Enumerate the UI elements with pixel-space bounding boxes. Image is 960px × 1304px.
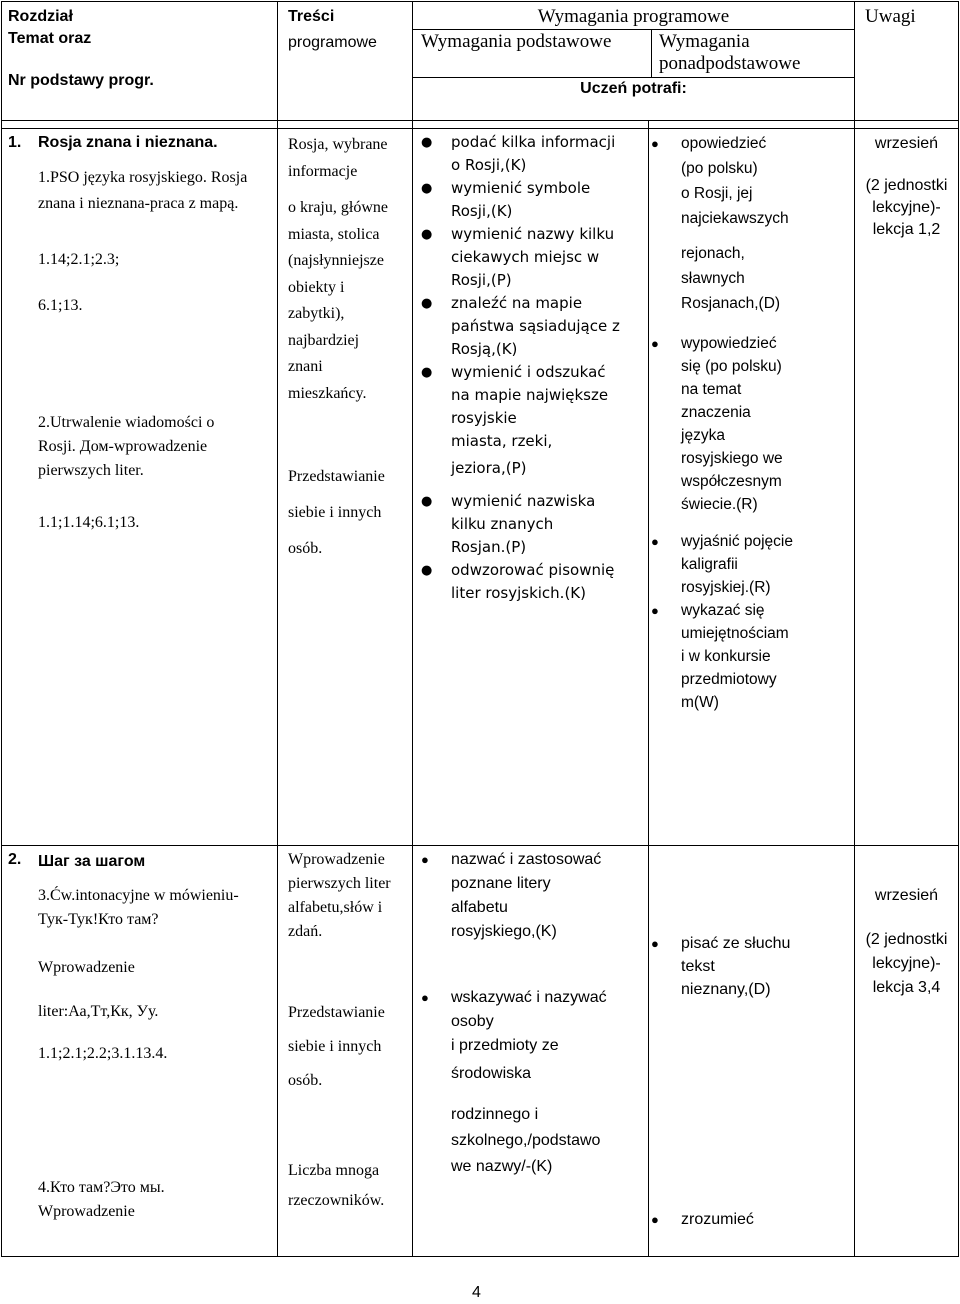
header-row bbox=[2, 2, 959, 121]
list-item-line: o Rosji, jej bbox=[681, 185, 753, 202]
row2-notes-1: wrzesień bbox=[874, 887, 939, 904]
list-item-line: się (po polsku) bbox=[681, 358, 782, 375]
header-col1-line3: Nr podstawy progr. bbox=[8, 72, 154, 89]
row2-basic-c3: we nazwy/-(K) bbox=[451, 1158, 553, 1175]
list-item bbox=[421, 361, 648, 480]
list-item-line: rejonach, bbox=[681, 245, 745, 262]
row2-basic-cell bbox=[413, 846, 649, 1257]
list-item-line: opowiedzieć bbox=[681, 135, 767, 152]
row2-notes-cell bbox=[855, 846, 959, 1257]
row2-advanced-a2: tekst bbox=[681, 958, 715, 975]
list-item bbox=[651, 332, 854, 516]
row2-intro2: Wprowadzenie bbox=[38, 1203, 135, 1220]
list-item-line: i w konkursie bbox=[681, 648, 771, 665]
list-item-line: świecie.(R) bbox=[681, 496, 758, 513]
header-topic-cell bbox=[2, 2, 278, 121]
header-col2-line2: programowe bbox=[288, 34, 377, 51]
row2-letters: liter:Аа,Тт,Кк, Уу. bbox=[38, 1003, 159, 1020]
row1-content-b5: zabytki), bbox=[288, 305, 345, 322]
row2-notes-3: lekcyjne)- bbox=[872, 955, 941, 972]
row2-advanced-a3: nieznany,(D) bbox=[681, 981, 771, 998]
list-item-line: wykazać się bbox=[681, 602, 765, 619]
list-item-line: podać kilka informacji bbox=[451, 133, 616, 151]
bullet-icon: ● bbox=[651, 136, 659, 151]
list-item-line: o Rosji,(K) bbox=[451, 156, 527, 174]
row2-lesson3-line1: 3.Ćw.intonacyjne w mówieniu- bbox=[38, 887, 239, 904]
bullet-icon: ● bbox=[421, 135, 433, 150]
row1-content-b3: (najsłynniejsze bbox=[288, 252, 384, 269]
bullet-icon: ● bbox=[421, 296, 433, 311]
list-item-line: Rosji,(K) bbox=[451, 202, 513, 220]
row1-advanced-list bbox=[651, 131, 854, 714]
bullet-icon: ● bbox=[651, 534, 659, 549]
row2-title: Шаг за шагом bbox=[38, 853, 146, 870]
row1-title: Rosja znana i nieznana. bbox=[38, 134, 218, 151]
row1-advanced-cell bbox=[649, 129, 855, 846]
row2-basic-b4: środowiska bbox=[451, 1065, 532, 1082]
row2-intro: Wprowadzenie bbox=[38, 959, 135, 976]
row1-lesson2-line3: pierwszych liter. bbox=[38, 462, 144, 479]
row2-topic-cell bbox=[2, 846, 278, 1257]
list-item bbox=[421, 490, 648, 559]
row1-content-c3: osób. bbox=[288, 540, 323, 557]
student-can-label: Uczeń potrafi: bbox=[580, 80, 687, 97]
row2-content-c1: Liczba mnoga bbox=[288, 1162, 380, 1179]
row2-basic-a3: alfabetu bbox=[451, 899, 508, 916]
list-item-line: m(W) bbox=[681, 694, 719, 711]
list-item-line: kaligrafii bbox=[681, 556, 738, 573]
row1-content-b6: najbardziej bbox=[288, 331, 360, 349]
row2-content-cell bbox=[278, 846, 413, 1257]
list-item-line: jeziora,(P) bbox=[451, 459, 527, 477]
header-requirements-cell bbox=[413, 2, 855, 121]
row2-basic-b1: wskazywać i nazywać bbox=[451, 989, 607, 1006]
row2-content-a1: Wprowadzenie bbox=[288, 851, 385, 868]
list-item-line: Rosji,(P) bbox=[451, 271, 512, 289]
row1-notes-1: wrzesień bbox=[874, 135, 939, 152]
list-item bbox=[651, 599, 854, 714]
list-item bbox=[651, 530, 854, 599]
list-item-line: wyjaśnić pojęcie bbox=[681, 533, 793, 550]
bullet-icon: ● bbox=[651, 603, 659, 618]
row2-notes-4: lekcja 3,4 bbox=[872, 979, 941, 996]
bullet-icon: ● bbox=[651, 336, 659, 351]
row1-notes-cell bbox=[855, 129, 959, 846]
row2-basic-b3: i przedmioty ze bbox=[451, 1037, 559, 1054]
header-col1-line2: Temat oraz bbox=[8, 30, 92, 47]
table-row bbox=[2, 846, 959, 1257]
bullet-icon: ● bbox=[651, 936, 659, 951]
list-item-line: państwa sąsiadujące z bbox=[451, 317, 620, 335]
row2-advanced-cell bbox=[649, 846, 855, 1257]
bullet-icon: ● bbox=[421, 852, 429, 867]
header-col2-line1: Treści bbox=[288, 8, 335, 25]
list-item bbox=[421, 292, 648, 361]
list-item-line: wymienić i odszukać bbox=[451, 363, 606, 381]
table-row bbox=[2, 129, 959, 846]
row2-advanced-b1: zrozumieć bbox=[681, 1211, 754, 1228]
row1-number: 1. bbox=[8, 134, 22, 151]
row1-content-b4: obiekty i bbox=[288, 278, 345, 296]
list-item-line: liter rosyjskich.(K) bbox=[451, 584, 586, 602]
list-item-line: sławnych bbox=[681, 270, 745, 287]
list-item-line: wymienić nazwiska bbox=[451, 492, 596, 510]
header-col1-line1: Rozdział bbox=[8, 8, 73, 25]
list-item-line: rosyjskiej.(R) bbox=[681, 579, 771, 596]
row2-basic-a1: nazwać i zastosować bbox=[451, 851, 602, 868]
list-item bbox=[421, 177, 648, 223]
row1-topic-cell bbox=[2, 129, 278, 846]
bullet-icon: ● bbox=[651, 1212, 659, 1227]
row2-content-b3: osób. bbox=[288, 1072, 323, 1089]
bullet-icon: ● bbox=[421, 365, 433, 380]
row1-lesson1-line2: znana i nieznana-praca z mapą. bbox=[38, 195, 239, 212]
row2-lesson4: 4.Кто там?Это мы. bbox=[38, 1179, 165, 1196]
list-item bbox=[421, 223, 648, 292]
row2-advanced-a1: pisać ze słuchu bbox=[681, 935, 791, 952]
list-item-line: współczesnym bbox=[681, 473, 782, 490]
list-item bbox=[421, 559, 648, 605]
list-item-line: kilku znanych bbox=[451, 515, 554, 533]
row1-content-b7: znani bbox=[288, 358, 323, 375]
requirements-title: Wymagania programowe bbox=[537, 6, 730, 27]
curriculum-table bbox=[1, 1, 959, 1257]
list-item-line: wymienić nazwy kilku bbox=[451, 225, 615, 243]
list-item-line: na mapie największe bbox=[451, 386, 609, 404]
list-item-line: wypowiedzieć bbox=[681, 335, 777, 352]
row1-content-a1: Rosja, wybrane bbox=[288, 136, 388, 153]
list-item-line: Rosjanach,(D) bbox=[681, 295, 781, 312]
list-item-line: Rosjan.(P) bbox=[451, 538, 527, 556]
row1-lesson2-line1: 2.Utrwalenie wiadomości o bbox=[38, 414, 215, 431]
row2-notes-2: (2 jednostki bbox=[865, 931, 948, 948]
list-item-line: znaczenia bbox=[681, 404, 751, 421]
list-item-line: miasta, rzeki, bbox=[451, 432, 553, 450]
row2-lesson3-line2: Тук-Тук!Кто там? bbox=[38, 911, 159, 928]
row2-content-b2: siebie i innych bbox=[288, 1038, 382, 1055]
list-item-line: języka bbox=[681, 427, 725, 444]
list-item-line: najciekawszych bbox=[681, 210, 789, 227]
bullet-icon: ● bbox=[421, 494, 433, 509]
row2-number: 2. bbox=[8, 851, 22, 868]
row1-lesson1-line1: 1.PSO języka rosyjskiego. Rosja bbox=[38, 169, 248, 186]
list-item-line: znaleźć na mapie bbox=[451, 294, 583, 312]
row2-basic-a2: poznane litery bbox=[451, 875, 551, 892]
list-item bbox=[421, 131, 648, 177]
row1-content-a2: informacje bbox=[288, 163, 358, 180]
row1-notes-3: lekcyjne)- bbox=[872, 199, 941, 216]
list-item-line: rosyjskie bbox=[451, 409, 517, 427]
row2-content-a4: zdań. bbox=[288, 923, 323, 940]
bullet-icon: ● bbox=[421, 990, 429, 1005]
row1-content-b8: mieszkańcy. bbox=[288, 384, 367, 402]
row1-content-b1: o kraju, główne bbox=[288, 199, 388, 216]
row2-content-a2: pierwszych liter bbox=[288, 875, 391, 892]
advanced-header-line2: ponadpodstawowe bbox=[659, 53, 801, 74]
row1-codes2: 1.1;1.14;6.1;13. bbox=[38, 514, 140, 531]
row1-notes-4: lekcja 1,2 bbox=[872, 221, 941, 238]
row1-basic-list bbox=[421, 131, 648, 605]
list-item-line: rosyjskiego we bbox=[681, 450, 783, 467]
row2-content-b1: Przedstawianie bbox=[288, 1004, 385, 1021]
bullet-icon: ● bbox=[421, 227, 433, 242]
list-item-line: przedmiotowy bbox=[681, 671, 777, 688]
bullet-icon: ● bbox=[421, 181, 433, 196]
row1-content-c2: siebie i innych bbox=[288, 504, 382, 521]
notes-header: Uwagi bbox=[865, 6, 916, 27]
list-item-line: (po polsku) bbox=[681, 160, 758, 177]
list-item-line: Rosją,(K) bbox=[451, 340, 518, 358]
row1-basic-cell bbox=[413, 129, 649, 846]
row1-lesson2-line2: Rosji. Дом-wprowadzenie bbox=[38, 438, 208, 455]
row2-basic-a4: rosyjskiego,(K) bbox=[451, 923, 557, 940]
list-item-line: ciekawych miejsc w bbox=[451, 248, 600, 266]
row1-content-b2: miasta, stolica bbox=[288, 225, 380, 243]
row1-codes1-line1: 1.14;2.1;2.3; bbox=[38, 251, 120, 268]
advanced-header-line1: Wymagania bbox=[659, 31, 750, 52]
row1-codes1-line2: 6.1;13. bbox=[38, 297, 83, 314]
page-number: 4 bbox=[472, 1284, 481, 1301]
row2-basic-c2: szkolnego,/podstawo bbox=[451, 1132, 601, 1149]
header-content-cell bbox=[278, 2, 413, 121]
basic-requirements-header: Wymagania podstawowe bbox=[421, 31, 612, 52]
row1-content-c1: Przedstawianie bbox=[288, 468, 385, 485]
list-item-line: odwzorować pisownię bbox=[451, 561, 615, 579]
row2-codes: 1.1;2.1;2.2;3.1.13.4. bbox=[38, 1045, 168, 1062]
row1-notes-2: (2 jednostki bbox=[865, 177, 948, 194]
list-item-line: umiejętnościam bbox=[681, 625, 789, 642]
list-item-line: na temat bbox=[681, 381, 742, 398]
row2-content-c2: rzeczowników. bbox=[288, 1192, 385, 1209]
bullet-icon: ● bbox=[421, 563, 433, 578]
row2-basic-c1: rodzinnego i bbox=[451, 1106, 539, 1123]
row2-content-a3: alfabetu,słów i bbox=[288, 899, 383, 916]
header-notes-cell bbox=[855, 2, 959, 121]
row2-basic-b2: osoby bbox=[451, 1013, 494, 1030]
list-item bbox=[651, 131, 854, 316]
row1-content-cell bbox=[278, 129, 413, 846]
list-item-line: wymienić symbole bbox=[451, 179, 591, 197]
